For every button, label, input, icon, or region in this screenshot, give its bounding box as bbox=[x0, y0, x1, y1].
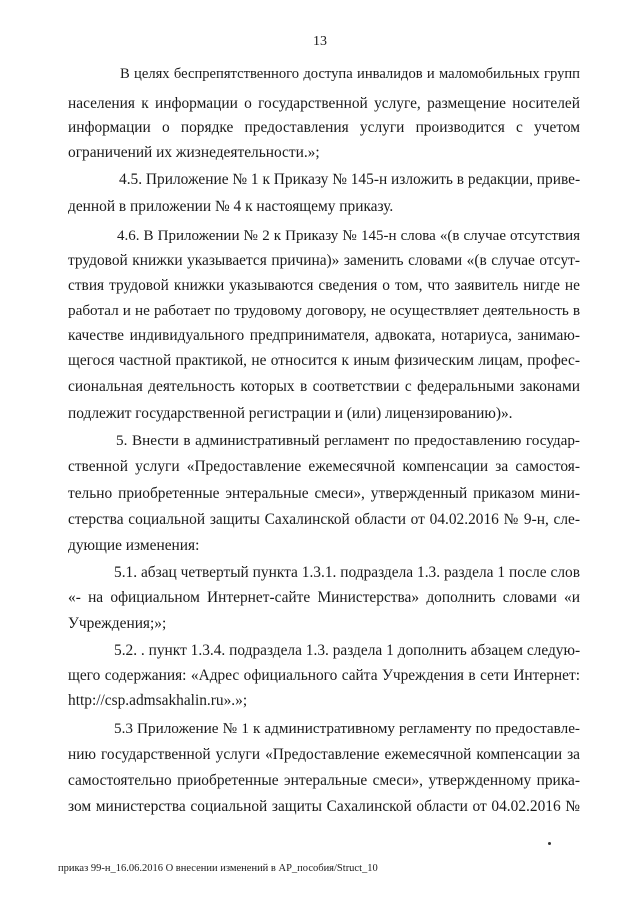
text-line: В целях беспрепятственного доступа инвалидов и маломобильных групп bbox=[120, 66, 580, 82]
text-line: ствия трудовой книжки указываются сведения о том, что заявитель нигде не bbox=[68, 277, 580, 294]
text-line: населения к информации о государственной услуге, размещение носителей bbox=[68, 95, 580, 112]
text-line: 4.5. Приложение № 1 к Приказу № 145-н изложить в редакции, приве- bbox=[119, 171, 581, 188]
text-line: подлежит государственной регистрации и (или) лицензированию)». bbox=[68, 405, 513, 422]
text-line: 5.3 Приложение № 1 к административному регламенту по предоставле- bbox=[114, 720, 580, 737]
text-line: щегося частной практикой, не относится к иным физическим лицам, профес- bbox=[68, 352, 580, 369]
text-line: зом министерства социальной защиты Сахалинской области от 04.02.2016 № bbox=[68, 798, 580, 815]
text-line: 5. Внести в административный регламент по предоставлению государ- bbox=[116, 432, 580, 449]
text-line: дующие изменения: bbox=[68, 537, 200, 554]
text-line: качестве индивидуального предпринимателя, адвоката, нотариуса, занимаю- bbox=[68, 327, 580, 344]
text-line: ограничений их жизнедеятельности.»; bbox=[68, 144, 320, 161]
text-line: Учреждения;»; bbox=[68, 615, 167, 632]
page-number: 13 bbox=[313, 34, 327, 49]
text-line: 5.2. . пункт 1.3.4. подраздела 1.3. раздела 1 дополнить абзацем следую- bbox=[114, 642, 581, 659]
text-line: 4.6. В Приложении № 2 к Приказу № 145-н слова «(в случае отсутствия bbox=[117, 228, 580, 244]
footer-filename: приказ 99-н_16.06.2016 О внесении изменений в АР_пособия/Struct_10 bbox=[58, 863, 378, 874]
text-line: http://csp.admsakhalin.ru».»; bbox=[68, 692, 248, 709]
text-line: стерства социальной защиты Сахалинской области от 04.02.2016 № 9-н, сле- bbox=[68, 511, 580, 528]
text-line: самостоятельно приобретенные энтеральные смеси», утвержденному прика- bbox=[68, 772, 580, 789]
text-line: «- на официальном Интернет-сайте Министерства» дополнить словами «и bbox=[68, 589, 580, 606]
scan-speck bbox=[548, 842, 551, 845]
text-line: щего содержания: «Адрес официального сайта Учреждения в сети Интернет: bbox=[68, 667, 580, 684]
text-line: 5.1. абзац четвертый пункта 1.3.1. подраздела 1.3. раздела 1 после слов bbox=[114, 564, 580, 581]
text-line: сиональная деятельность которых в соответствии с федеральными законами bbox=[68, 378, 580, 395]
text-line: нию государственной услуги «Предоставление ежемесячной компенсации за bbox=[68, 746, 580, 763]
text-line: тельно приобретенные энтеральные смеси», утвержденный приказом мини- bbox=[68, 485, 580, 502]
text-line: работал и не работает по трудовому договору, не осуществляет деятельность в bbox=[68, 302, 580, 319]
text-line: денной в приложении № 4 к настоящему приказу. bbox=[68, 198, 394, 215]
text-line: информации о порядке предоставления услуги производится с учетом bbox=[68, 119, 580, 136]
text-line: ственной услуги «Предоставление ежемесячной компенсации за самостоя- bbox=[68, 458, 580, 475]
text-line: трудовой книжки указывается причина)» заменить словами «(в случае отсут- bbox=[68, 252, 580, 269]
